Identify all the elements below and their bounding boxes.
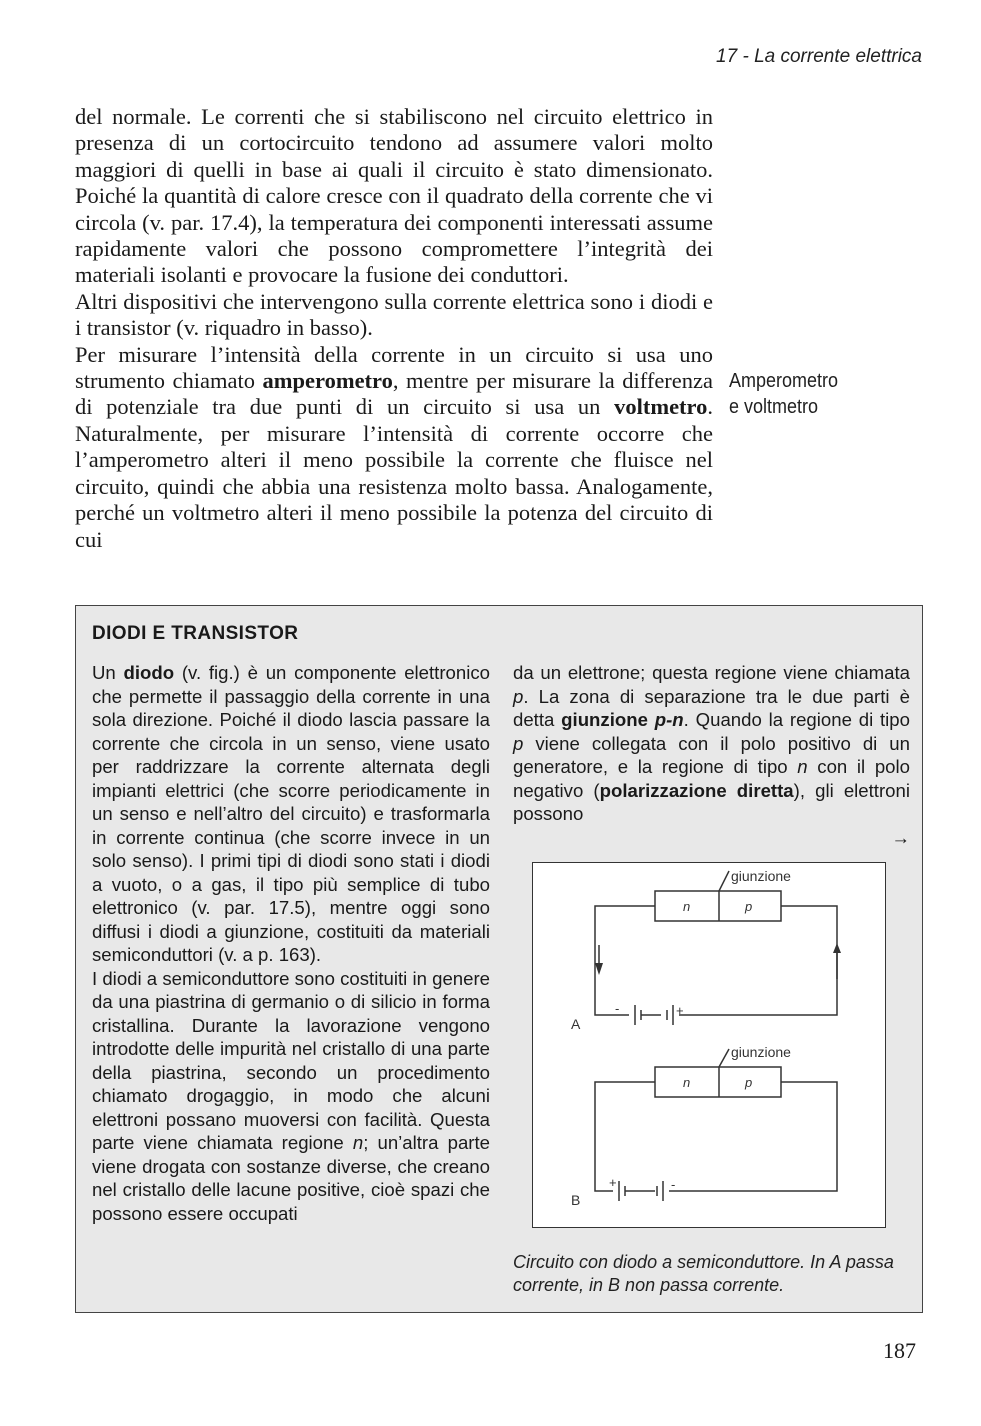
box-left-column bbox=[92, 661, 490, 1225]
term-n: n bbox=[797, 756, 808, 777]
p-region-b-label: p bbox=[745, 1075, 753, 1090]
junction-b-pointer bbox=[719, 1049, 729, 1067]
margin-note bbox=[729, 368, 900, 420]
paragraph-short-circuit: del normale. Le correnti che si stabiliscono nel circuito elettrico in presenza di un cortocircuito tendono ad assumere valori molto maggiori di quelli in base ai quali il circuito è stato dimensionato. Poiché la quantità di calore cresce con il quadrato della corrente che vi circola (v. par. 17.4), la temperatura dei componenti interessati assume rapidamente valori che possono compromettere l’integrità dei materiali isolanti e provocare la fusione dei conduttori. bbox=[75, 104, 713, 288]
text-run: I diodi a semiconduttore sono costituiti in genere da una piastrina di germanio o di silicio in forma cristallina. Durante la lavorazione vengono introdotte delle impurità nel cristallo di una parte della piastrina, secondo un procedimento chiamato drogaggio, in modo che alcuni elettroni possano muoversi con facilità. Questa parte viene chiamata regione bbox=[92, 967, 490, 1153]
term-diodo: diodo bbox=[123, 662, 175, 683]
battery-b-plus: + bbox=[609, 1175, 617, 1190]
running-head: 17 - La corrente elettrica bbox=[716, 46, 922, 67]
box-right-column bbox=[513, 661, 910, 849]
term-p: p bbox=[513, 732, 524, 754]
arrowhead-up-icon bbox=[833, 943, 841, 953]
text-run: , mentre per misurare la differenza di potenziale tra due punti di un circuito si usa un bbox=[75, 368, 714, 420]
junction-a-pointer bbox=[719, 871, 729, 891]
box-paragraph-junction bbox=[513, 661, 910, 826]
p-region-a-label: p bbox=[745, 899, 753, 914]
figure-caption: Circuito con diodo a semiconduttore. In A passa corrente, in B non passa corrente. bbox=[513, 1252, 894, 1295]
text-run: con il polo negativo ( bbox=[513, 756, 910, 801]
term-amperometro: amperometro bbox=[262, 368, 393, 394]
diode-b-body bbox=[655, 1067, 781, 1097]
term-p: p bbox=[513, 685, 524, 707]
text-run: ; un’altra parte viene drogata con sostanze diverse, che creano nel cristallo delle lacune positive, cioè spazi che possono essere occupati bbox=[92, 1132, 490, 1224]
battery-a bbox=[635, 1005, 673, 1025]
term-p-n: p-n bbox=[654, 709, 684, 730]
term-n: n bbox=[352, 1132, 364, 1153]
wire-a-right bbox=[679, 906, 837, 1015]
text-run: . Quando la regione di tipo bbox=[683, 709, 910, 730]
box-title: DIODI E TRANSISTOR bbox=[92, 623, 299, 644]
circuit-b-label: B bbox=[571, 1192, 581, 1208]
text-run: da un elettrone; questa regione viene chiamata bbox=[513, 662, 910, 683]
continue-arrow-icon: → bbox=[891, 826, 910, 848]
junction-a-label: giunzione bbox=[731, 868, 791, 884]
term-voltmetro: voltmetro bbox=[614, 394, 708, 420]
n-region-a-label: n bbox=[683, 899, 691, 914]
paragraph-measuring-instruments bbox=[75, 342, 713, 553]
diodes-sidebar-box bbox=[75, 605, 923, 1313]
battery-a-plus: + bbox=[676, 1003, 684, 1018]
text-run: Per misurare l’intensità della corrente in un circuito si usa uno strumento chiamato bbox=[75, 341, 713, 394]
battery-a-minus: - bbox=[615, 1001, 620, 1016]
n-region-b-label: n bbox=[683, 1075, 691, 1090]
text-run: (v. fig.) è un componente elettronico che permette il passaggio della corrente in una sola direzione. Poiché il diodo lascia passare la corrente che circola in un senso, viene usato per raddrizzare la corrente alternata degli impianti elettrici (che scorre periodicamente in un senso e nell’altro del circuito) e trasformarla in corrente continua (che scorre invece in un solo senso). I primi tipi di diodi sono stati i diodi a vuoto, o a gas, il tipo più semplice di tubo elettronico (v. par. 17.5), mentre oggi sono diffusi i diodi a giunzione, costituiti da materiali semiconduttori (v. a p. 163). bbox=[92, 662, 490, 965]
text-run: Un bbox=[92, 662, 124, 683]
text-run: . La zona di separazione tra le due parti è detta bbox=[513, 685, 910, 730]
circuit-a-label: A bbox=[571, 1016, 581, 1032]
margin-note-line: Amperometro bbox=[729, 370, 839, 392]
term-giunzione: giunzione bbox=[561, 709, 655, 730]
diode-a-body bbox=[655, 891, 781, 921]
battery-b bbox=[619, 1181, 663, 1201]
box-paragraph-diodo bbox=[92, 661, 490, 967]
main-text bbox=[75, 104, 713, 553]
text-run: . Naturalmente, per misurare l’intensità di corrente occorre che l’amperometro alteri il meno possibile la corrente che fluisce nel circuito, quindi che abbia una resistenza molto bassa. Analogamente, perché un voltmetro alteri il meno possibile la potenza del circuito di cui bbox=[75, 394, 713, 552]
paragraph-diodes-transistors: Altri dispositivi che intervengono sulla corrente elettrica sono i diodi e i transistor (v. riquadro in basso). bbox=[75, 288, 713, 341]
text-run: ), gli elettroni possono bbox=[513, 779, 910, 824]
wire-b-left bbox=[595, 1082, 655, 1191]
page-number: 187 bbox=[883, 1338, 916, 1363]
junction-b-label: giunzione bbox=[731, 1044, 791, 1060]
diode-circuit-diagram bbox=[533, 863, 885, 1227]
margin-note-line: e voltmetro bbox=[729, 396, 819, 418]
wire-b-right bbox=[669, 1082, 837, 1191]
box-paragraph-semiconductors bbox=[92, 967, 490, 1226]
arrowhead-down-icon bbox=[595, 963, 603, 975]
text-run: viene collegata con il polo positivo di un generatore, e la regione di tipo bbox=[513, 732, 910, 777]
diode-circuit-figure bbox=[532, 862, 886, 1228]
battery-b-minus: - bbox=[671, 1177, 676, 1192]
wire-a-left bbox=[595, 906, 655, 1015]
term-polarizzazione-diretta: polarizzazione diretta bbox=[599, 779, 794, 801]
